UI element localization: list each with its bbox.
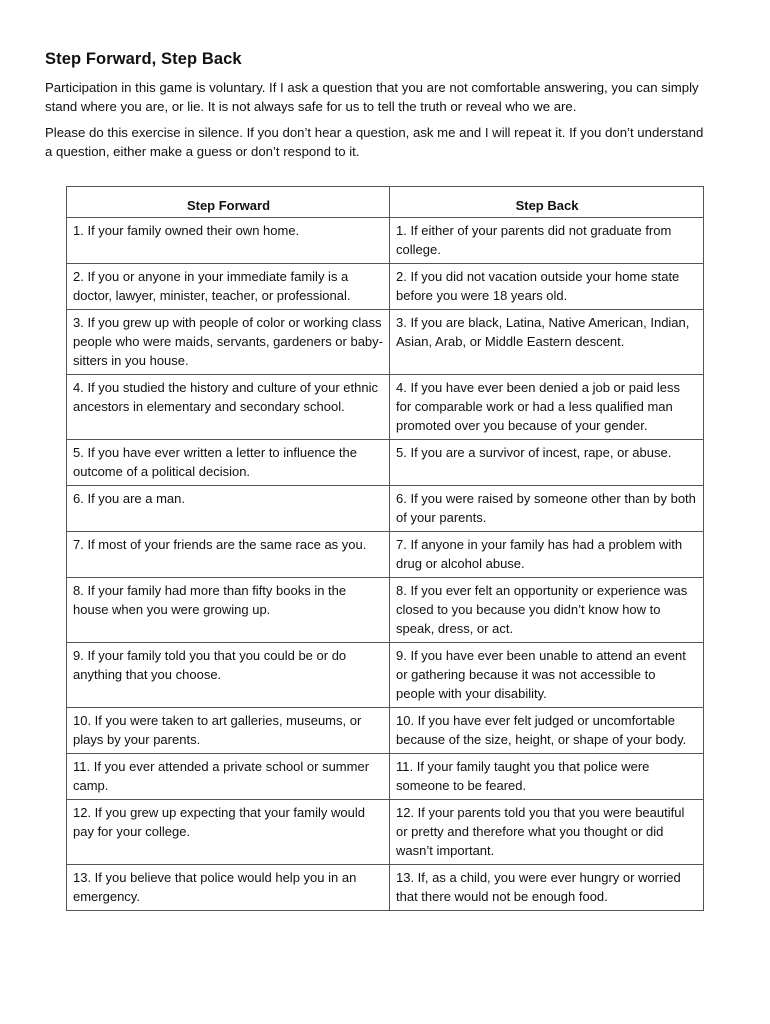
- step-forward-item: 9. If your family told you that you could be or do anything that you choose.: [67, 643, 390, 708]
- step-forward-header: Step Forward: [67, 187, 390, 218]
- intro-paragraph-instructions: Please do this exercise in silence. If you don’t hear a question, ask me and I will repeat it. If you don’t understand a question, either make a guess or don’t respond to it.: [45, 125, 704, 159]
- step-forward-item: 6. If you are a man.: [67, 486, 390, 532]
- table-row: [67, 440, 704, 486]
- step-back-item: 12. If your parents told you that you were beautiful or pretty and therefore what you thought or did wasn’t important.: [390, 800, 704, 865]
- table-row: [67, 218, 704, 264]
- step-forward-step-back-table: [66, 186, 704, 911]
- step-back-item: 11. If your family taught you that police were someone to be feared.: [390, 754, 704, 800]
- step-forward-item: 1. If your family owned their own home.: [67, 218, 390, 264]
- step-back-item: 5. If you are a survivor of incest, rape, or abuse.: [390, 440, 704, 486]
- step-forward-item: 2. If you or anyone in your immediate family is a doctor, lawyer, minister, teacher, or professional.: [67, 264, 390, 310]
- table-row: [67, 708, 704, 754]
- step-forward-item: 3. If you grew up with people of color or working class people who were maids, servants, gardeners or baby-sitters in you house.: [67, 310, 390, 375]
- step-back-item: 7. If anyone in your family has had a problem with drug or alcohol abuse.: [390, 532, 704, 578]
- step-forward-item: 13. If you believe that police would help you in an emergency.: [67, 865, 390, 911]
- table-row: [67, 310, 704, 375]
- step-back-item: 9. If you have ever been unable to attend an event or gathering because it was not accessible to people with your disability.: [390, 643, 704, 708]
- page-title: Step Forward, Step Back: [45, 50, 242, 68]
- step-back-item: 10. If you have ever felt judged or uncomfortable because of the size, height, or shape of your body.: [390, 708, 704, 754]
- table-row: [67, 486, 704, 532]
- step-back-item: 6. If you were raised by someone other than by both of your parents.: [390, 486, 704, 532]
- step-back-item: 2. If you did not vacation outside your home state before you were 18 years old.: [390, 264, 704, 310]
- table-row: [67, 578, 704, 643]
- step-forward-item: 10. If you were taken to art galleries, museums, or plays by your parents.: [67, 708, 390, 754]
- table-row: [67, 264, 704, 310]
- step-forward-item: 8. If your family had more than fifty books in the house when you were growing up.: [67, 578, 390, 643]
- step-back-item: 3. If you are black, Latina, Native American, Indian, Asian, Arab, or Middle Eastern descent.: [390, 310, 704, 375]
- intro-paragraph-participation: Participation in this game is voluntary. If I ask a question that you are not comfortable answering, you can simply stand where you are, or lie. It is not always safe for us to tell the truth or reveal who we are.: [45, 80, 699, 114]
- step-back-header: Step Back: [390, 187, 704, 218]
- step-forward-item: 11. If you ever attended a private school or summer camp.: [67, 754, 390, 800]
- step-back-item: 13. If, as a child, you were ever hungry or worried that there would not be enough food.: [390, 865, 704, 911]
- table-header-row: [67, 187, 704, 218]
- table-row: [67, 800, 704, 865]
- step-forward-item: 4. If you studied the history and culture of your ethnic ancestors in elementary and secondary school.: [67, 375, 390, 440]
- table-row: [67, 532, 704, 578]
- step-forward-item: 12. If you grew up expecting that your family would pay for your college.: [67, 800, 390, 865]
- table-row: [67, 865, 704, 911]
- table-row: [67, 643, 704, 708]
- step-back-item: 1. If either of your parents did not graduate from college.: [390, 218, 704, 264]
- table-row: [67, 375, 704, 440]
- step-forward-item: 7. If most of your friends are the same race as you.: [67, 532, 390, 578]
- table-row: [67, 754, 704, 800]
- step-back-item: 8. If you ever felt an opportunity or experience was closed to you because you didn’t know how to speak, dress, or act.: [390, 578, 704, 643]
- step-forward-item: 5. If you have ever written a letter to influence the outcome of a political decision.: [67, 440, 390, 486]
- step-back-item: 4. If you have ever been denied a job or paid less for comparable work or had a less qualified man promoted over you because of your gender.: [390, 375, 704, 440]
